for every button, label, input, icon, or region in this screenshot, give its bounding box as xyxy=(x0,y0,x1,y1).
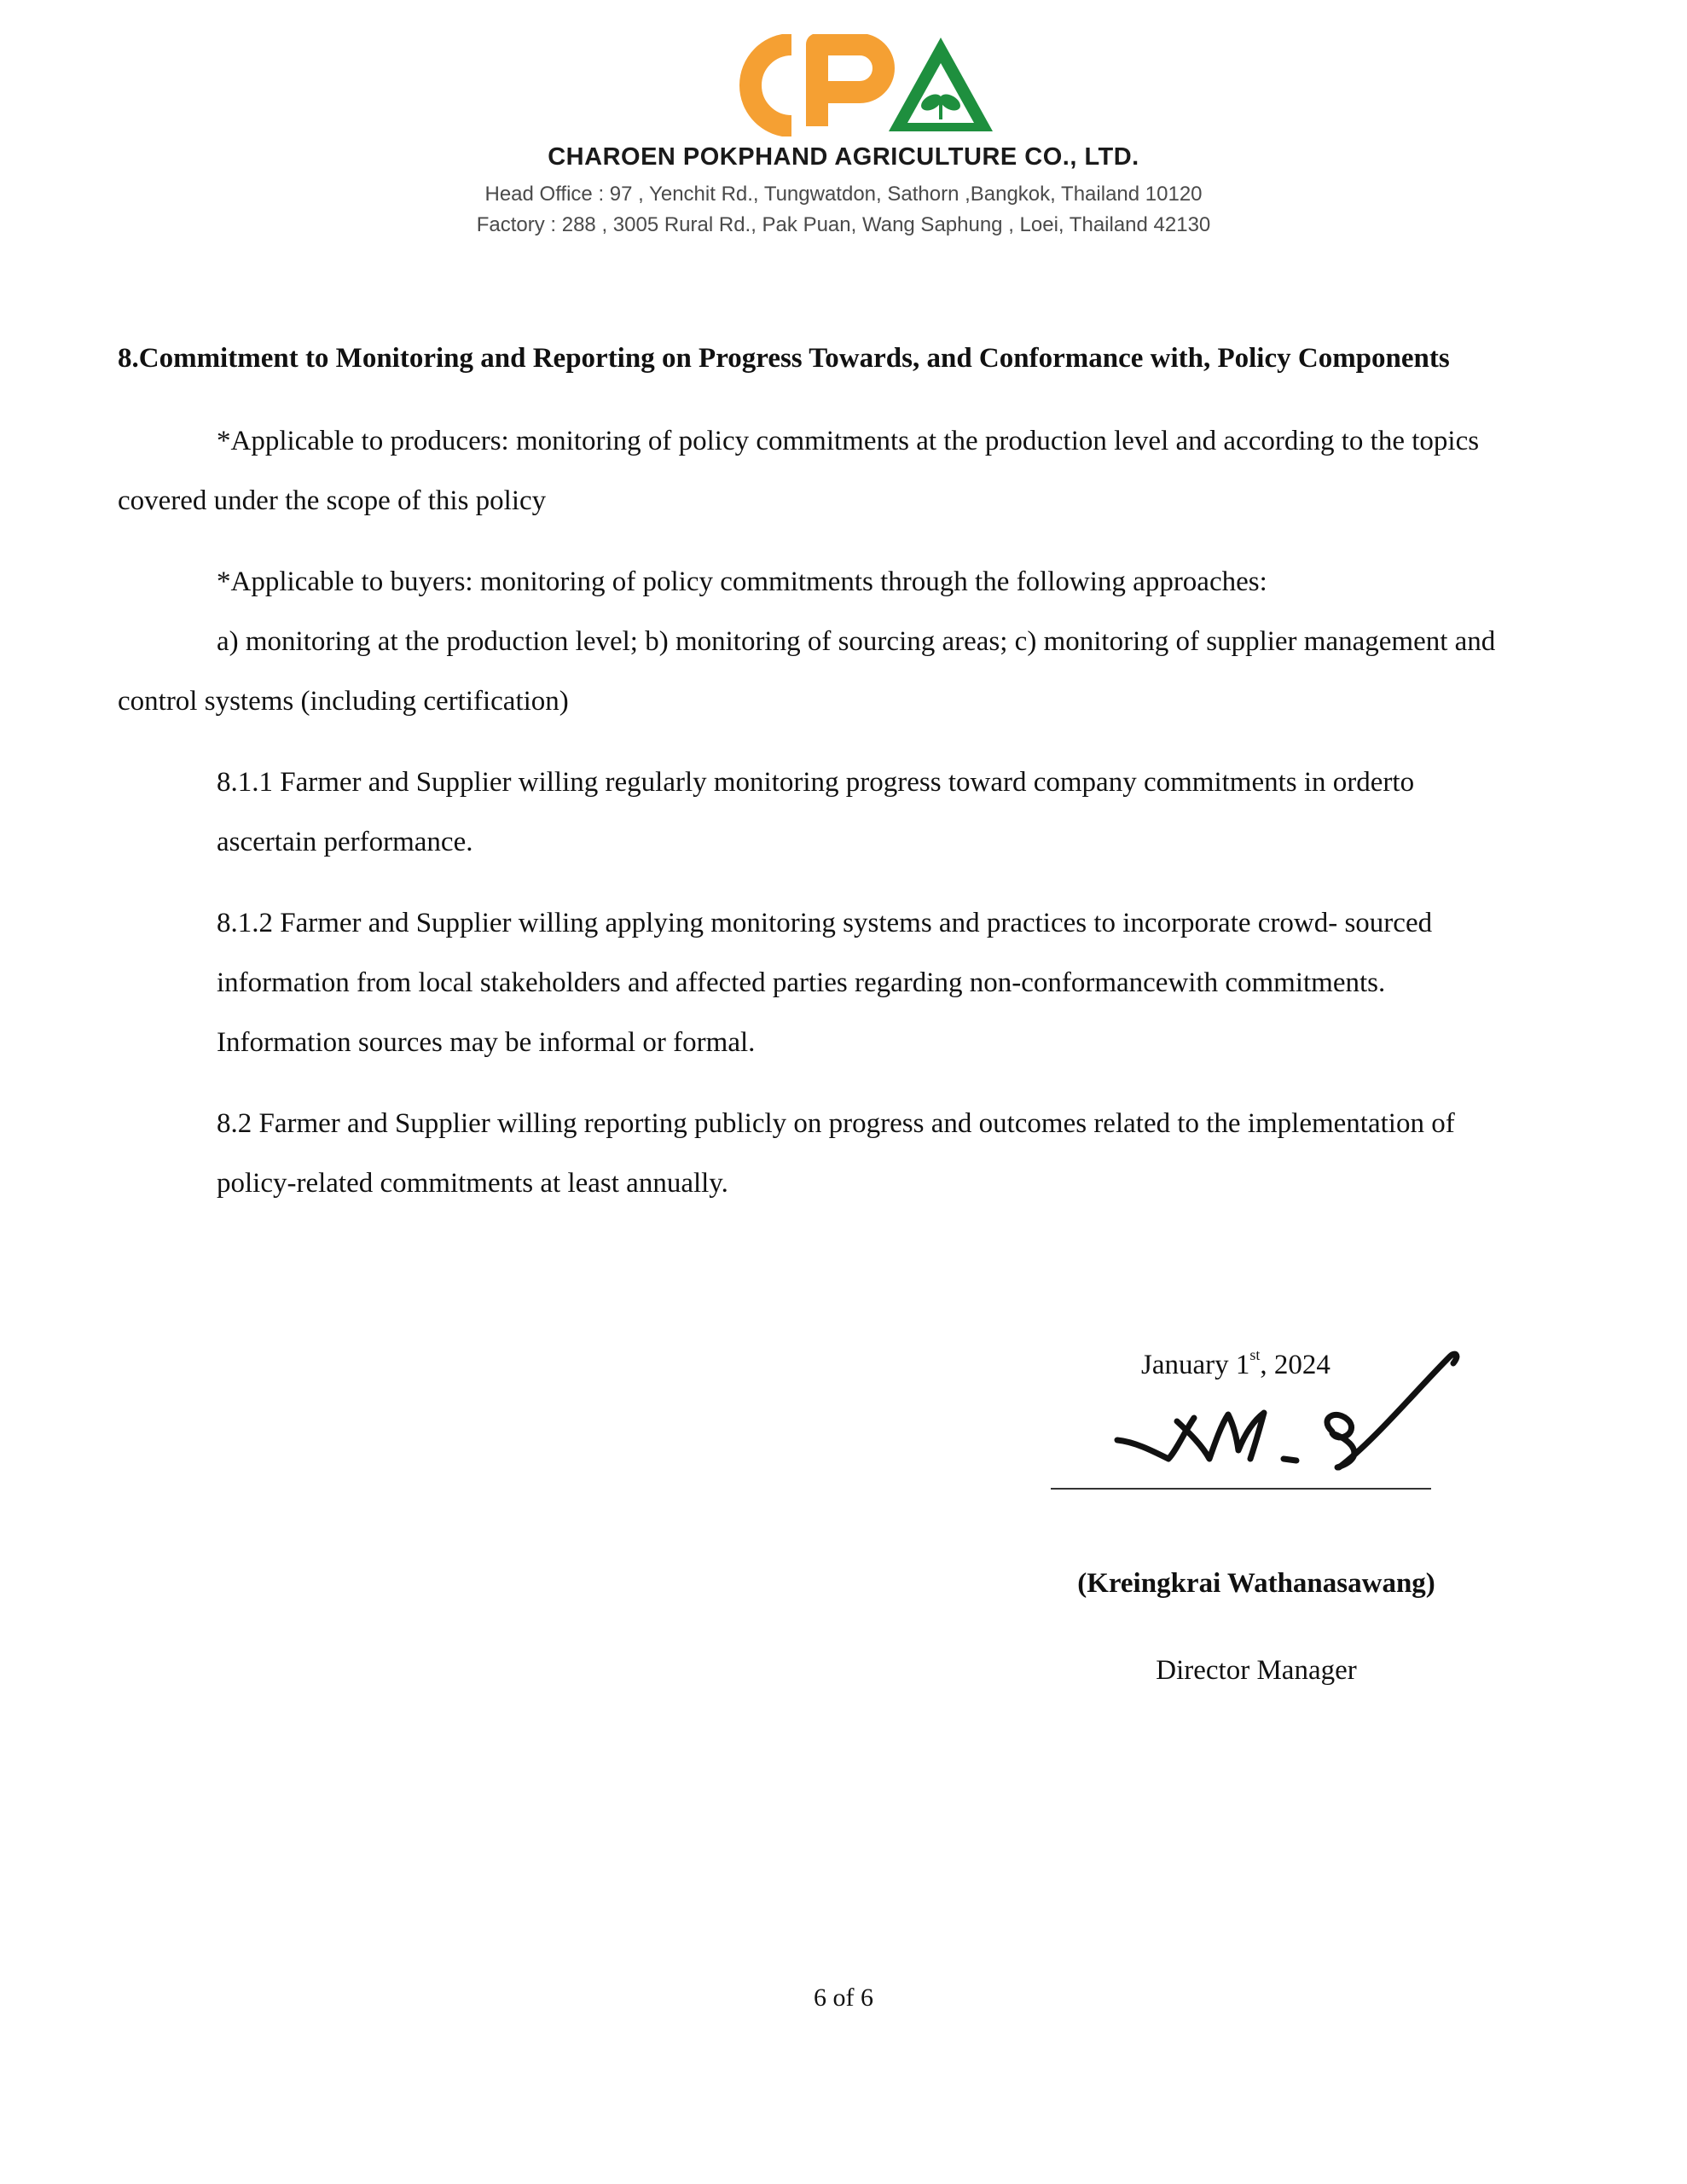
item-8-1-1-line2: ascertain performance. xyxy=(217,827,473,857)
date-year: , 2024 xyxy=(1260,1350,1330,1380)
page-number: 6 of 6 xyxy=(814,1984,873,2012)
date-prefix: January 1 xyxy=(1141,1350,1250,1380)
cp-logo xyxy=(732,34,996,136)
item-8-1-1-line1: 8.1.1 Farmer and Supplier willing regularly monitoring progress toward company commitments in orderto xyxy=(217,767,1415,798)
approaches-line1: a) monitoring at the production level; b) monitoring of sourcing areas; c) monitoring of supplier management and xyxy=(217,626,1496,657)
buyers-paragraph: *Applicable to buyers: monitoring of policy commitments through the following approaches: xyxy=(217,566,1267,597)
producers-paragraph-line2: covered under the scope of this policy xyxy=(118,485,547,516)
head-office-address: Head Office : 97 , Yenchit Rd., Tungwatdon, Sathorn ,Bangkok, Thailand 10120 xyxy=(484,183,1203,206)
logo-letter-p xyxy=(817,44,884,126)
date-ordinal: st xyxy=(1249,1346,1261,1363)
item-8-1-2-line1: 8.1.2 Farmer and Supplier willing applying monitoring systems and practices to incorporate crowd- sourced xyxy=(217,908,1433,938)
company-name: CHAROEN POKPHAND AGRICULTURE CO., LTD. xyxy=(548,143,1139,171)
item-8-1-2-line3: Information sources may be informal or formal. xyxy=(217,1027,756,1058)
item-8-1-2-line2: information from local stakeholders and affected parties regarding non-conformancewith commitments. xyxy=(217,967,1386,998)
signer-title: Director Manager xyxy=(1156,1655,1357,1686)
section-heading: 8.Commitment to Monitoring and Reporting on Progress Towards, and Conformance with, Policy Components xyxy=(118,343,1450,374)
approaches-line2: control systems (including certification) xyxy=(118,686,569,717)
signer-name: (Kreingkrai Wathanasawang) xyxy=(1077,1568,1435,1599)
letterhead xyxy=(0,0,1687,256)
producers-paragraph-line1: *Applicable to producers: monitoring of policy commitments at the production level and according to the topics xyxy=(217,426,1480,456)
item-8-2-line1: 8.2 Farmer and Supplier willing reporting publicly on progress and outcomes related to the implementation of xyxy=(217,1108,1455,1139)
factory-address: Factory : 288 , 3005 Rural Rd., Pak Puan, Wang Saphung , Loei, Thailand 42130 xyxy=(476,213,1211,236)
logo-letter-c xyxy=(751,44,791,126)
item-8-2-line2: policy-related commitments at least annually. xyxy=(217,1168,728,1199)
signature-line xyxy=(1051,1488,1431,1490)
handwritten-signature xyxy=(1109,1339,1467,1484)
